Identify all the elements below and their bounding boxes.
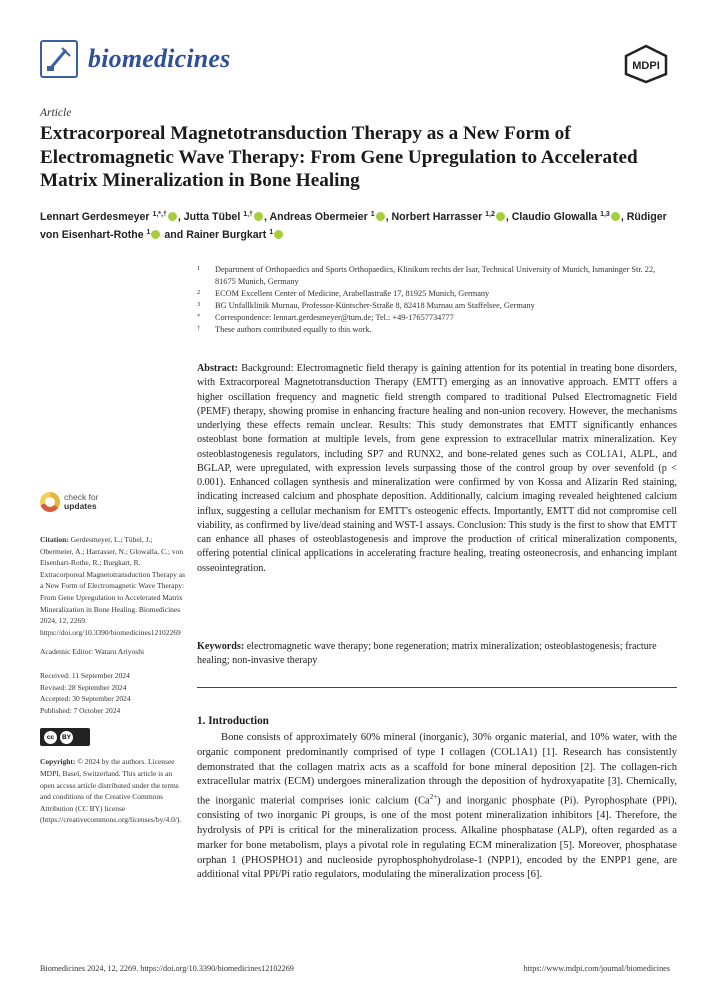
revised-date: Revised: 28 September 2024: [40, 682, 127, 692]
author-affiliation-marker: 1,3: [600, 211, 610, 218]
intro-part-1: Bone consists of approximately 60% mineral (inorganic), 30% organic material, and 10% water, with the organic component predominantly comprised of type I collagen (COL1A1) [1]. Research has consistently demonstrated that the collagen matrix acts as a scaffold for bone mineral deposition [2]. The collagen-rich extracellular matrix (ECM) undergoes mineralization through the deposition of hydroxyapatite [3]. Chemically, the inorganic material comprises ionic calcium (Ca: [197, 732, 677, 807]
citation-block: [40, 534, 186, 638]
author-affiliation-marker: 1,2: [485, 211, 495, 218]
author-affiliation-marker: 1,†: [243, 211, 253, 218]
author-name[interactable]: Norbert Harrasser: [391, 211, 486, 223]
orcid-icon[interactable]: [611, 212, 620, 221]
introduction-text: [197, 731, 677, 883]
affiliation-marker: †: [197, 325, 201, 332]
journal-logo-icon: [40, 40, 78, 78]
copyright-label: Copyright:: [40, 757, 76, 767]
cfu-line-2: updates: [64, 501, 97, 511]
citation-text: Gerdesmeyer, L.; Tübel, J.; Obermeier, A.; Harrasser, N.; Glowalla, C.; von Eisenhart-Rothe, R.; Burgkart, R. Extracorporeal Magnetotransduction Therapy as a New Form of Electromagnetic Wave Therapy: From Gene Upregulation to Accelerated Matrix Mineralization in Bone Healing. Biomedicines 2024, 12, 2269. https://doi.org/10.3390/biomedicines12102269: [40, 535, 186, 637]
check-for-updates-button[interactable]: [40, 490, 186, 520]
author-affiliation-marker: 1: [269, 229, 274, 236]
author-affiliation-marker: 1: [370, 211, 375, 218]
orcid-icon[interactable]: [376, 212, 385, 221]
affiliation-marker: 3: [197, 301, 201, 308]
affiliation-text: ECOM Excellent Center of Medicine, Arabellastraße 17, 81925 Munich, Germany: [215, 289, 490, 298]
abstract: [197, 362, 677, 576]
affiliation-marker: 1: [197, 265, 201, 272]
orcid-icon[interactable]: [496, 212, 505, 221]
dates-block: [40, 670, 186, 716]
affiliation-item: [197, 324, 677, 336]
abstract-label: Abstract:: [197, 363, 239, 374]
orcid-icon[interactable]: [168, 212, 177, 221]
author-name[interactable]: Rüdiger von Eisenhart-Rothe: [40, 211, 667, 241]
mdpi-logo-icon[interactable]: [622, 44, 670, 84]
affiliation-item: [197, 264, 677, 288]
copyright-block: [40, 756, 186, 826]
affiliation-text: Correspondence: lennart.gerdesmeyer@tum.de; Tel.: +49-17657734777: [215, 313, 454, 322]
accepted-date: Accepted: 30 September 2024: [40, 694, 131, 704]
keywords-label: Keywords:: [197, 641, 245, 652]
affiliation-text: BG Unfallklinik Murnau, Professor-Küntscher-Straße 8, 82418 Murnau am Staffelsee, Germany: [215, 301, 535, 310]
author-name[interactable]: Andreas Obermeier: [269, 211, 371, 223]
author-name[interactable]: Jutta Tübel: [183, 211, 244, 223]
orcid-icon[interactable]: [274, 230, 283, 239]
affiliation-text: Department of Orthopaedics and Sports Orthopaedics, Klinikum rechts der Isar, Technical University of Munich, Ismaninger Str. 22, 81675 Munich, Germany: [215, 265, 656, 286]
section-heading: 1. Introduction: [197, 715, 269, 727]
svg-text:MDPI: MDPI: [632, 60, 660, 72]
page-footer: [40, 964, 670, 973]
check-for-updates-label: [64, 493, 99, 511]
article-sidebar: [40, 490, 186, 834]
affiliation-item: [197, 300, 677, 312]
by-icon: BY: [60, 731, 73, 744]
cc-by-license-badge[interactable]: [40, 728, 90, 746]
keywords: [197, 640, 677, 669]
author-name[interactable]: Claudio Glowalla: [511, 211, 601, 223]
cfu-line-1: check for: [64, 492, 99, 502]
affiliation-marker: *: [197, 313, 201, 320]
copyright-text: © 2024 by the authors. Licensee MDPI, Basel, Switzerland. This article is an open access article distributed under the terms and conditions of the Creative Commons Attribution (CC BY) license (https://creativecommons.org/licenses/by/4.0/).: [40, 757, 182, 825]
calcium-charge: 2+: [429, 793, 438, 801]
orcid-icon[interactable]: [151, 230, 160, 239]
abstract-text: Background: Electromagnetic field therapy is gaining attention for its potential in treating bone disorders, with Extracorporeal Magnetotransduction Therapy (EMTT) emerging as an innovative approach. EMTT offers a higher oscillation frequency and magnetic field strength compared to traditional Pulsed Electromagnetic Field (PEMF) therapy, showing promise in enhancing fracture healing and non-union recovery. However, the mechanisms underlying these effects remain unclear. Results: This study demonstrates that EMTT significantly enhances osteoblast bone formation at multiple levels, from gene expression to extracellular matrix mineralization. Key osteoblastogenesis regulators, including SP7 and RUNX2, and bone-related genes such as COL1A1, ALPL, and BGLAP, were upregulated, with expression levels surpassing those of the control group by over sevenfold (p < 0.001). Enhanced collagen synthesis and mineralization were confirmed by von Kossa and Alizarin Red staining, indicating increased calcium and phosphate deposition. Additionally, calcium imaging revealed heightened calcium influx, suggesting a cellular mechanism for EMTT's osteogenic effects. Importantly, EMTT did not compromise cell viability, as confirmed by live/dead staining and WST-1 assays. Conclusion: This study is the first to show that EMTT can enhance all phases of osteoblastogenesis and improve the production of critical mineralization components, offering potential clinical applications in accelerating fracture healing, treating osteonecrosis, and enhancing implant osseointegration.: [197, 363, 677, 574]
author-affiliation-marker: 1,*,†: [152, 211, 167, 218]
published-date: Published: 7 October 2024: [40, 705, 121, 715]
article-type: Article: [40, 107, 72, 119]
footer-journal-url[interactable]: https://www.mdpi.com/journal/biomedicines: [523, 964, 670, 973]
affiliation-item: [197, 312, 677, 324]
author-list: Lennart Gerdesmeyer $^{1,*,\dagger}$ , Jutta Tübel $^{1,\dagger}$ , Andreas Obermeier $^1$ , Norbert Harrasser $^{1,2}$ , Claudio Glowalla $^{1,3}$ , Rüdiger von Eisenhart-Rothe $^1$ and Rainer Burgkart $^1$: [40, 211, 667, 241]
cc-icon: cc: [44, 731, 57, 744]
journal-header: [40, 40, 670, 86]
keywords-text: electromagnetic wave therapy; bone regeneration; matrix mineralization; osteoblastogenesis; fracture healing; non-invasive therapy: [197, 641, 657, 667]
author-name[interactable]: Lennart Gerdesmeyer: [40, 211, 153, 223]
author-affiliation-marker: 1: [146, 229, 151, 236]
affiliation-text: These authors contributed equally to this work.: [215, 325, 372, 334]
academic-editor: Academic Editor: Wataru Ariyoshi: [40, 647, 145, 657]
author-name[interactable]: Rainer Burgkart: [186, 229, 270, 241]
intro-part-2: ) and inorganic phosphate (Pi). Pyrophosphate (PPi), consisting of two inorganic Pi groups, is one of the most potent mineralization inhibitors [4]. Therefore, the hydrolysis of PPi is critical for the mineralization process. Alkaline phosphatase (ALP), often regarded as a marker for bone metabolism, plays a pivotal role in regulating ECM mineralization [5]. Moreover, phosphatase orphan 1 (PHOSPHO1) and nucleoside pyrophosphohydrolase-1 (NPP1), encoded by the ENPP1 gene, are additional vital PPi/Pi ratio regulators, modulating the mineralization process [6].: [197, 795, 677, 881]
check-for-updates-icon: [40, 492, 60, 512]
received-date: Received: 11 September 2024: [40, 670, 130, 680]
footer-citation: Biomedicines 2024, 12, 2269. https://doi.org/10.3390/biomedicines12102269: [40, 964, 294, 973]
section-divider: [197, 687, 677, 688]
affiliation-list: [197, 264, 677, 336]
affiliation-item: [197, 288, 677, 300]
orcid-icon[interactable]: [254, 212, 263, 221]
article-title: Extracorporeal Magnetotransduction Therapy as a New Form of Electromagnetic Wave Therapy: From Gene Upregulation to Accelerated Matrix Mineralization in Bone Healing: [40, 123, 638, 191]
citation-label: Citation:: [40, 535, 69, 544]
affiliation-marker: 2: [197, 289, 201, 296]
journal-name[interactable]: biomedicines: [88, 44, 231, 73]
